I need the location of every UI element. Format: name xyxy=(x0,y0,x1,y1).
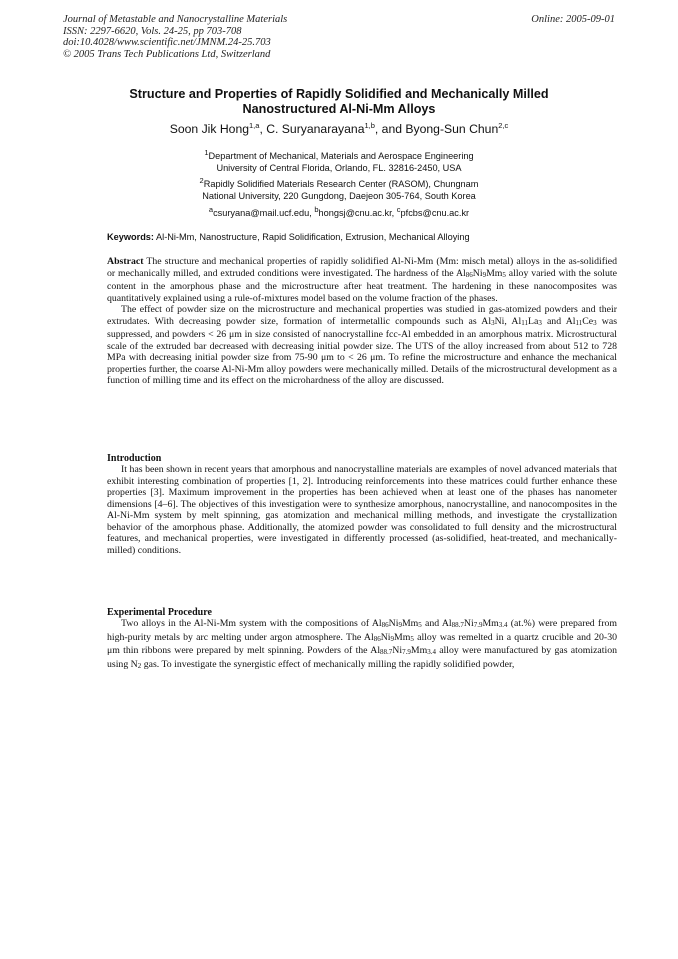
subscript: 86 xyxy=(381,621,389,629)
abstract-paragraph-2 xyxy=(107,304,617,387)
abstract-text: was suppressed, and powders < 26 μm in size consisted of nanocrystalline fcc-Al embedded in an amorphous matrix. Microstructural scale of the extruded bar decreased with decreasing initial powder size. The UTS of the alloy increased from about 512 to 728 MPa with decreasing initial powder size from 75-90 μm to < 26 μm. To refine the microstructure and enhance the mechanical properties further, the coarse Al-Ni-Mm alloy powders were mechanically milled. Details of the microstructural development as a function of milling time and its effect on the microhardness of the alloy are discussed. xyxy=(107,315,618,386)
subscript: 2 xyxy=(137,661,142,670)
aff2-line1: Rapidly Solidified Materials Research Center (RASOM), Chungnam xyxy=(203,179,479,190)
email-c: pfcbs@cnu.ac.kr xyxy=(400,208,470,219)
author-2-sup: 1,b xyxy=(364,121,375,130)
body-text: and Al xyxy=(421,618,452,629)
body-text: (at.%) were prepared from high-purity metals by arc melting under argon atmosphere. The Al xyxy=(107,618,617,643)
body-text: Mm xyxy=(394,631,411,643)
subscript: 88.7 xyxy=(380,648,393,656)
body-text: alloy were manufactured by gas atomization using N xyxy=(107,645,618,670)
abstract-text: and Al xyxy=(541,315,576,327)
body-text: Ni xyxy=(380,631,391,643)
author-2: C. Suryanarayana xyxy=(266,122,365,137)
author-list xyxy=(63,121,615,136)
abstract-text: The structure and mechanical properties of rapidly solidified Al-Ni-Mm (Mm: misch metal) alloys in the as-solidified or mechanically milled, and extruded conditions were investigated. The hardness of the Al xyxy=(107,256,617,279)
aff2-line2: National University, 220 Gungdong, Daejeon 305-764, South Korea xyxy=(202,190,476,201)
email-a: csuryana@mail.ucf.edu, xyxy=(213,208,315,219)
title-line-1: Structure and Properties of Rapidly Solidified and Mechanically Milled xyxy=(129,87,549,101)
introduction-paragraph: It has been shown in recent years that amorphous and nanocrystalline materials are examples of novel advanced materials that exhibit interesting combination of properties [1, 2]. Introducing reinforcements into these matrices could further enhance these properties [3]. Maximum improvement in the properties has been achieved when at least one of the phases has nanometer dimensions [4–6]. The objectives of this investigation were to synthesize amorphous, nanocrystalline, and nanocomposites in the Al-Ni-Mm system by melt spinning, gas atomization and mechanical milling methods, and investigate the crystallization behavior of the amorphous phase. Additionally, the atomized powder was consolidated to full density and the microstructural features, and mechanical properties, were investigated in differently processed (as-solidified, heat-treated, and mechanically-milled) conditions. xyxy=(107,464,617,556)
aff2-sup: 2 xyxy=(199,176,204,185)
body-text: Ni xyxy=(392,645,403,656)
journal-issn: ISSN: 2297-6620, Vols. 24-25, pp 703-708 xyxy=(63,25,242,37)
subscript: 7.9 xyxy=(473,621,483,629)
body-text: Mm xyxy=(401,618,419,629)
body-text: gas. To investigate the synergistic effect of mechanically milling the rapidly solidified powder, xyxy=(141,658,515,670)
aff1-line1: Department of Mechanical, Materials and Aerospace Engineering xyxy=(208,151,474,162)
abstract-text: Ni, Al xyxy=(494,315,522,327)
journal-copyright: © 2005 Trans Tech Publications Ltd, Switzerland xyxy=(63,48,271,60)
abstract-text: Ce xyxy=(582,315,594,327)
abstract-text: alloy varied with the solute content in the amorphous phase and the microstructure after heat treatment. The hardening in these nanocomposites was quantitatively explained using a rule-of-mixtures model based on the volume fraction of the phases. xyxy=(107,267,617,304)
title-line-2: Nanostructured Al-Ni-Mm Alloys xyxy=(242,101,436,116)
body-text: Ni xyxy=(388,618,399,629)
email-b: hongsj@cnu.ac.kr, xyxy=(318,208,397,219)
subscript: 9 xyxy=(398,621,402,629)
journal-name: Journal of Metastable and Nanocrystalline Materials xyxy=(63,14,288,25)
body-text: Ni xyxy=(463,618,474,629)
introduction-heading: Introduction xyxy=(107,453,162,464)
author-3-sup: 2,c xyxy=(498,121,509,130)
body-text: Mm xyxy=(410,645,428,656)
affiliation-2 xyxy=(63,175,615,202)
abstract-text: La xyxy=(527,315,539,327)
body-text: Mm xyxy=(482,618,499,629)
aff1-line2: University of Central Florida, Orlando, FL. 32816-2450, USA xyxy=(216,162,462,173)
abstract xyxy=(107,256,617,387)
author-emails xyxy=(63,204,615,220)
author-sep-2: , and xyxy=(374,122,406,137)
abstract-paragraph-1 xyxy=(107,256,617,304)
subscript: 5 xyxy=(502,270,506,279)
subscript: 5 xyxy=(418,621,422,629)
email-c-sup: c xyxy=(396,205,401,214)
affiliation-1 xyxy=(63,147,615,174)
body-text: Two alloys in the Al-Ni-Mm system with the compositions of Al xyxy=(121,618,382,629)
subscript: 3 xyxy=(491,318,495,327)
paper-title xyxy=(63,87,615,116)
subscript: 11 xyxy=(521,318,528,327)
email-b-sup: b xyxy=(314,205,319,214)
online-date: Online: 2005-09-01 xyxy=(531,14,615,25)
subscript: 9 xyxy=(390,634,395,643)
aff1-sup: 1 xyxy=(204,148,209,157)
keywords-label: Keywords: xyxy=(107,232,154,242)
abstract-text: The effect of powder size on the microstructure and mechanical properties was studied in gas-atomized powders and their extrudates. With decreasing powder size, formation of intermetallic compounds such as Al xyxy=(107,304,617,327)
subscript: 9 xyxy=(482,270,487,279)
experimental-paragraph xyxy=(107,618,617,672)
body-text: alloy was remelted in a quartz crucible and 20-30 μm thin ribbons were prepared by melt spinning. Powders of the Al xyxy=(107,631,617,656)
experimental-heading: Experimental Procedure xyxy=(107,607,212,618)
journal-header xyxy=(63,14,287,60)
keywords-text: Al-Ni-Mm, Nanostructure, Rapid Solidification, Extrusion, Mechanical Alloying xyxy=(153,232,470,242)
subscript: 86 xyxy=(465,270,473,279)
subscript: 3.4 xyxy=(427,648,436,656)
abstract-label: Abstract xyxy=(107,256,144,267)
subscript: 88.7 xyxy=(451,621,464,629)
experimental-body xyxy=(107,618,617,672)
abstract-text: Mm xyxy=(486,267,503,279)
subscript: 3.4 xyxy=(498,621,508,629)
subscript: 3 xyxy=(538,318,542,327)
journal-doi: doi:10.4028/www.scientific.net/JMNM.24-25.703 xyxy=(63,37,271,48)
introduction-body xyxy=(107,464,617,556)
subscript: 7.9 xyxy=(402,648,411,656)
subscript: 11 xyxy=(575,318,583,327)
subscript: 86 xyxy=(373,634,381,643)
abstract-text: Ni xyxy=(472,267,483,279)
author-sep-1: , xyxy=(259,122,267,137)
author-1-sup: 1,a xyxy=(249,121,260,130)
email-a-sup: a xyxy=(208,205,214,214)
subscript: 5 xyxy=(410,634,414,643)
subscript: 3 xyxy=(593,318,597,327)
author-1: Soon Jik Hong xyxy=(169,122,250,137)
author-3: Byong-Sun Chun xyxy=(405,122,499,137)
keywords xyxy=(107,232,617,242)
